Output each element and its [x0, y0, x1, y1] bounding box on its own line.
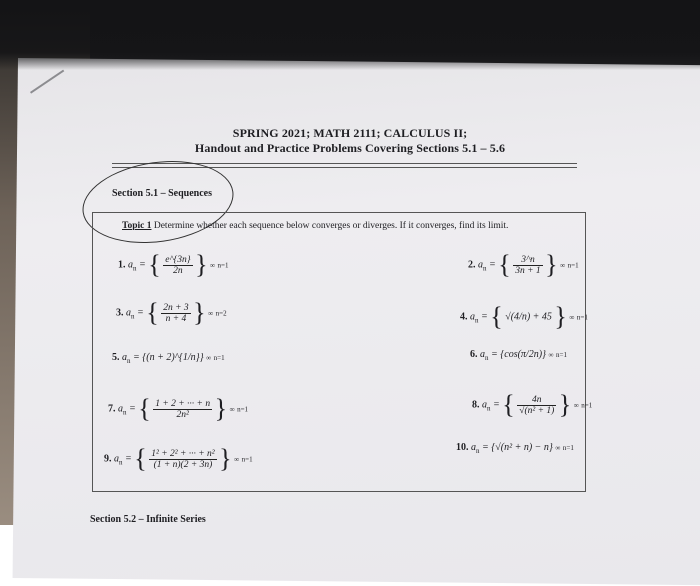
topic-instruction — [122, 221, 508, 231]
numerator: 4n — [517, 395, 556, 406]
upper-limit: ∞ — [555, 444, 561, 452]
problem-lhs: a — [482, 399, 487, 411]
numerator: 1² + 2² + ··· + n² — [151, 448, 215, 459]
numerator: 2n + 3 — [163, 302, 189, 313]
expression: {(n + 2)^{1/n}} — [142, 352, 204, 363]
problem-number: 3. — [116, 307, 124, 319]
upper-limit: ∞ — [208, 309, 214, 318]
problem-sub: n — [133, 264, 137, 273]
problem-number: 2. — [468, 259, 476, 271]
expression: {√(n² + n) − n} — [491, 442, 553, 453]
problem-sub: n — [127, 357, 131, 365]
right-brace: } — [545, 250, 558, 279]
document-title: SPRING 2021; MATH 2111; CALCULUS II; — [232, 126, 468, 140]
numerator: e^{3n} — [165, 254, 191, 265]
right-brace: } — [195, 250, 208, 279]
lower-limit: n=1 — [241, 455, 253, 464]
left-brace: { — [148, 250, 161, 279]
problem-eq: = — [122, 453, 135, 465]
left-brace: { — [498, 250, 511, 279]
upper-limit: ∞ — [560, 261, 566, 270]
problem-eq: = — [130, 352, 143, 363]
problem-4 — [460, 304, 588, 330]
upper-limit: ∞ — [548, 351, 554, 359]
upper-limit: ∞ — [210, 261, 216, 270]
problem-sub: n — [131, 312, 135, 321]
next-section-title: Section 5.2 – Infinite Series — [90, 514, 206, 525]
problem-eq: = — [488, 349, 501, 360]
fraction — [149, 449, 216, 470]
left-brace: { — [134, 444, 147, 473]
right-brace: } — [214, 394, 228, 423]
right-brace: } — [219, 444, 232, 473]
problem-sub: n — [123, 408, 127, 417]
problem-lhs: a — [128, 259, 133, 271]
problem-sub: n — [485, 354, 489, 362]
lower-limit: n=1 — [576, 313, 588, 322]
lower-limit: n=2 — [215, 309, 227, 318]
topic-label: Topic 1 — [122, 221, 152, 231]
right-brace: } — [554, 302, 567, 331]
problem-lhs: a — [118, 403, 123, 415]
problem-lhs: a — [126, 307, 131, 319]
problem-lhs: a — [122, 352, 127, 363]
problem-eq: = — [134, 307, 147, 319]
denominator: (1 + n)(2 + 3n) — [153, 459, 213, 470]
problem-1 — [118, 252, 229, 278]
problem-eq: = — [478, 311, 491, 323]
expression: {cos(π/2n)} — [500, 349, 547, 360]
problem-lhs: a — [471, 442, 476, 453]
problem-sub: n — [487, 404, 491, 413]
problem-sub: n — [119, 458, 123, 467]
numerator: 1 + 2 + ··· + n — [155, 398, 211, 409]
fraction — [513, 255, 542, 276]
upper-limit: ∞ — [229, 405, 235, 414]
problem-number: 6. — [470, 349, 478, 360]
lower-limit: n=1 — [556, 351, 567, 359]
problem-lhs: a — [478, 259, 483, 271]
problem-eq: = — [486, 259, 499, 271]
problem-number: 7. — [108, 403, 116, 415]
lower-limit: n=1 — [562, 444, 574, 452]
lower-limit: n=1 — [567, 261, 579, 270]
lower-limit: n=1 — [581, 401, 593, 410]
fraction — [517, 395, 556, 416]
problem-sub: n — [475, 316, 479, 325]
problem-2 — [468, 252, 579, 278]
lower-limit: n=1 — [237, 405, 249, 414]
problem-number: 10. — [456, 442, 469, 453]
problem-7 — [108, 396, 248, 422]
shadow — [0, 0, 700, 70]
problem-sub: n — [483, 264, 487, 273]
problem-10 — [456, 442, 574, 455]
upper-limit: ∞ — [573, 401, 579, 410]
left-brace: { — [502, 390, 515, 419]
denominator: n + 4 — [165, 313, 187, 324]
denominator: √(n² + 1) — [519, 405, 555, 416]
problem-number: 5. — [112, 352, 120, 363]
topic-text: Determine whether each sequence below converges or diverges. If it converges, find its limit. — [151, 221, 509, 231]
fraction — [163, 255, 192, 276]
problem-number: 4. — [460, 311, 468, 323]
expression: √(4/n) + 45 — [505, 311, 552, 323]
problem-9 — [104, 446, 253, 472]
upper-limit: ∞ — [206, 354, 212, 362]
left-brace: { — [146, 298, 159, 327]
right-brace: } — [193, 298, 206, 327]
lower-limit: n=1 — [213, 354, 225, 362]
problem-eq: = — [490, 399, 503, 411]
problem-eq: = — [479, 442, 492, 453]
problem-sub: n — [476, 447, 480, 455]
fraction — [161, 303, 190, 324]
document-subtitle: Handout and Practice Problems Covering Sections 5.1 – 5.6 — [194, 141, 506, 155]
fraction — [153, 399, 212, 420]
left-brace: { — [490, 302, 503, 331]
problem-number: 8. — [472, 399, 480, 411]
lower-limit: n=1 — [217, 261, 229, 270]
problem-8 — [472, 392, 592, 418]
problem-number: 1. — [118, 259, 126, 271]
problem-lhs: a — [114, 453, 119, 465]
problem-eq: = — [136, 259, 149, 271]
problem-lhs: a — [480, 349, 485, 360]
right-brace: } — [558, 390, 572, 419]
denominator: 3n + 1 — [515, 265, 541, 276]
section-title: Section 5.1 – Sequences — [112, 188, 212, 199]
problem-3 — [116, 300, 227, 326]
denominator: 2n — [173, 265, 183, 276]
left-brace: { — [138, 394, 151, 423]
denominator: 2n² — [176, 409, 189, 420]
upper-limit: ∞ — [234, 455, 240, 464]
problem-6 — [470, 349, 567, 362]
upper-limit: ∞ — [569, 313, 575, 322]
numerator: 3^n — [513, 255, 542, 266]
problem-lhs: a — [470, 311, 475, 323]
problem-number: 9. — [104, 453, 112, 465]
problem-5 — [112, 352, 225, 365]
problem-eq: = — [126, 403, 139, 415]
